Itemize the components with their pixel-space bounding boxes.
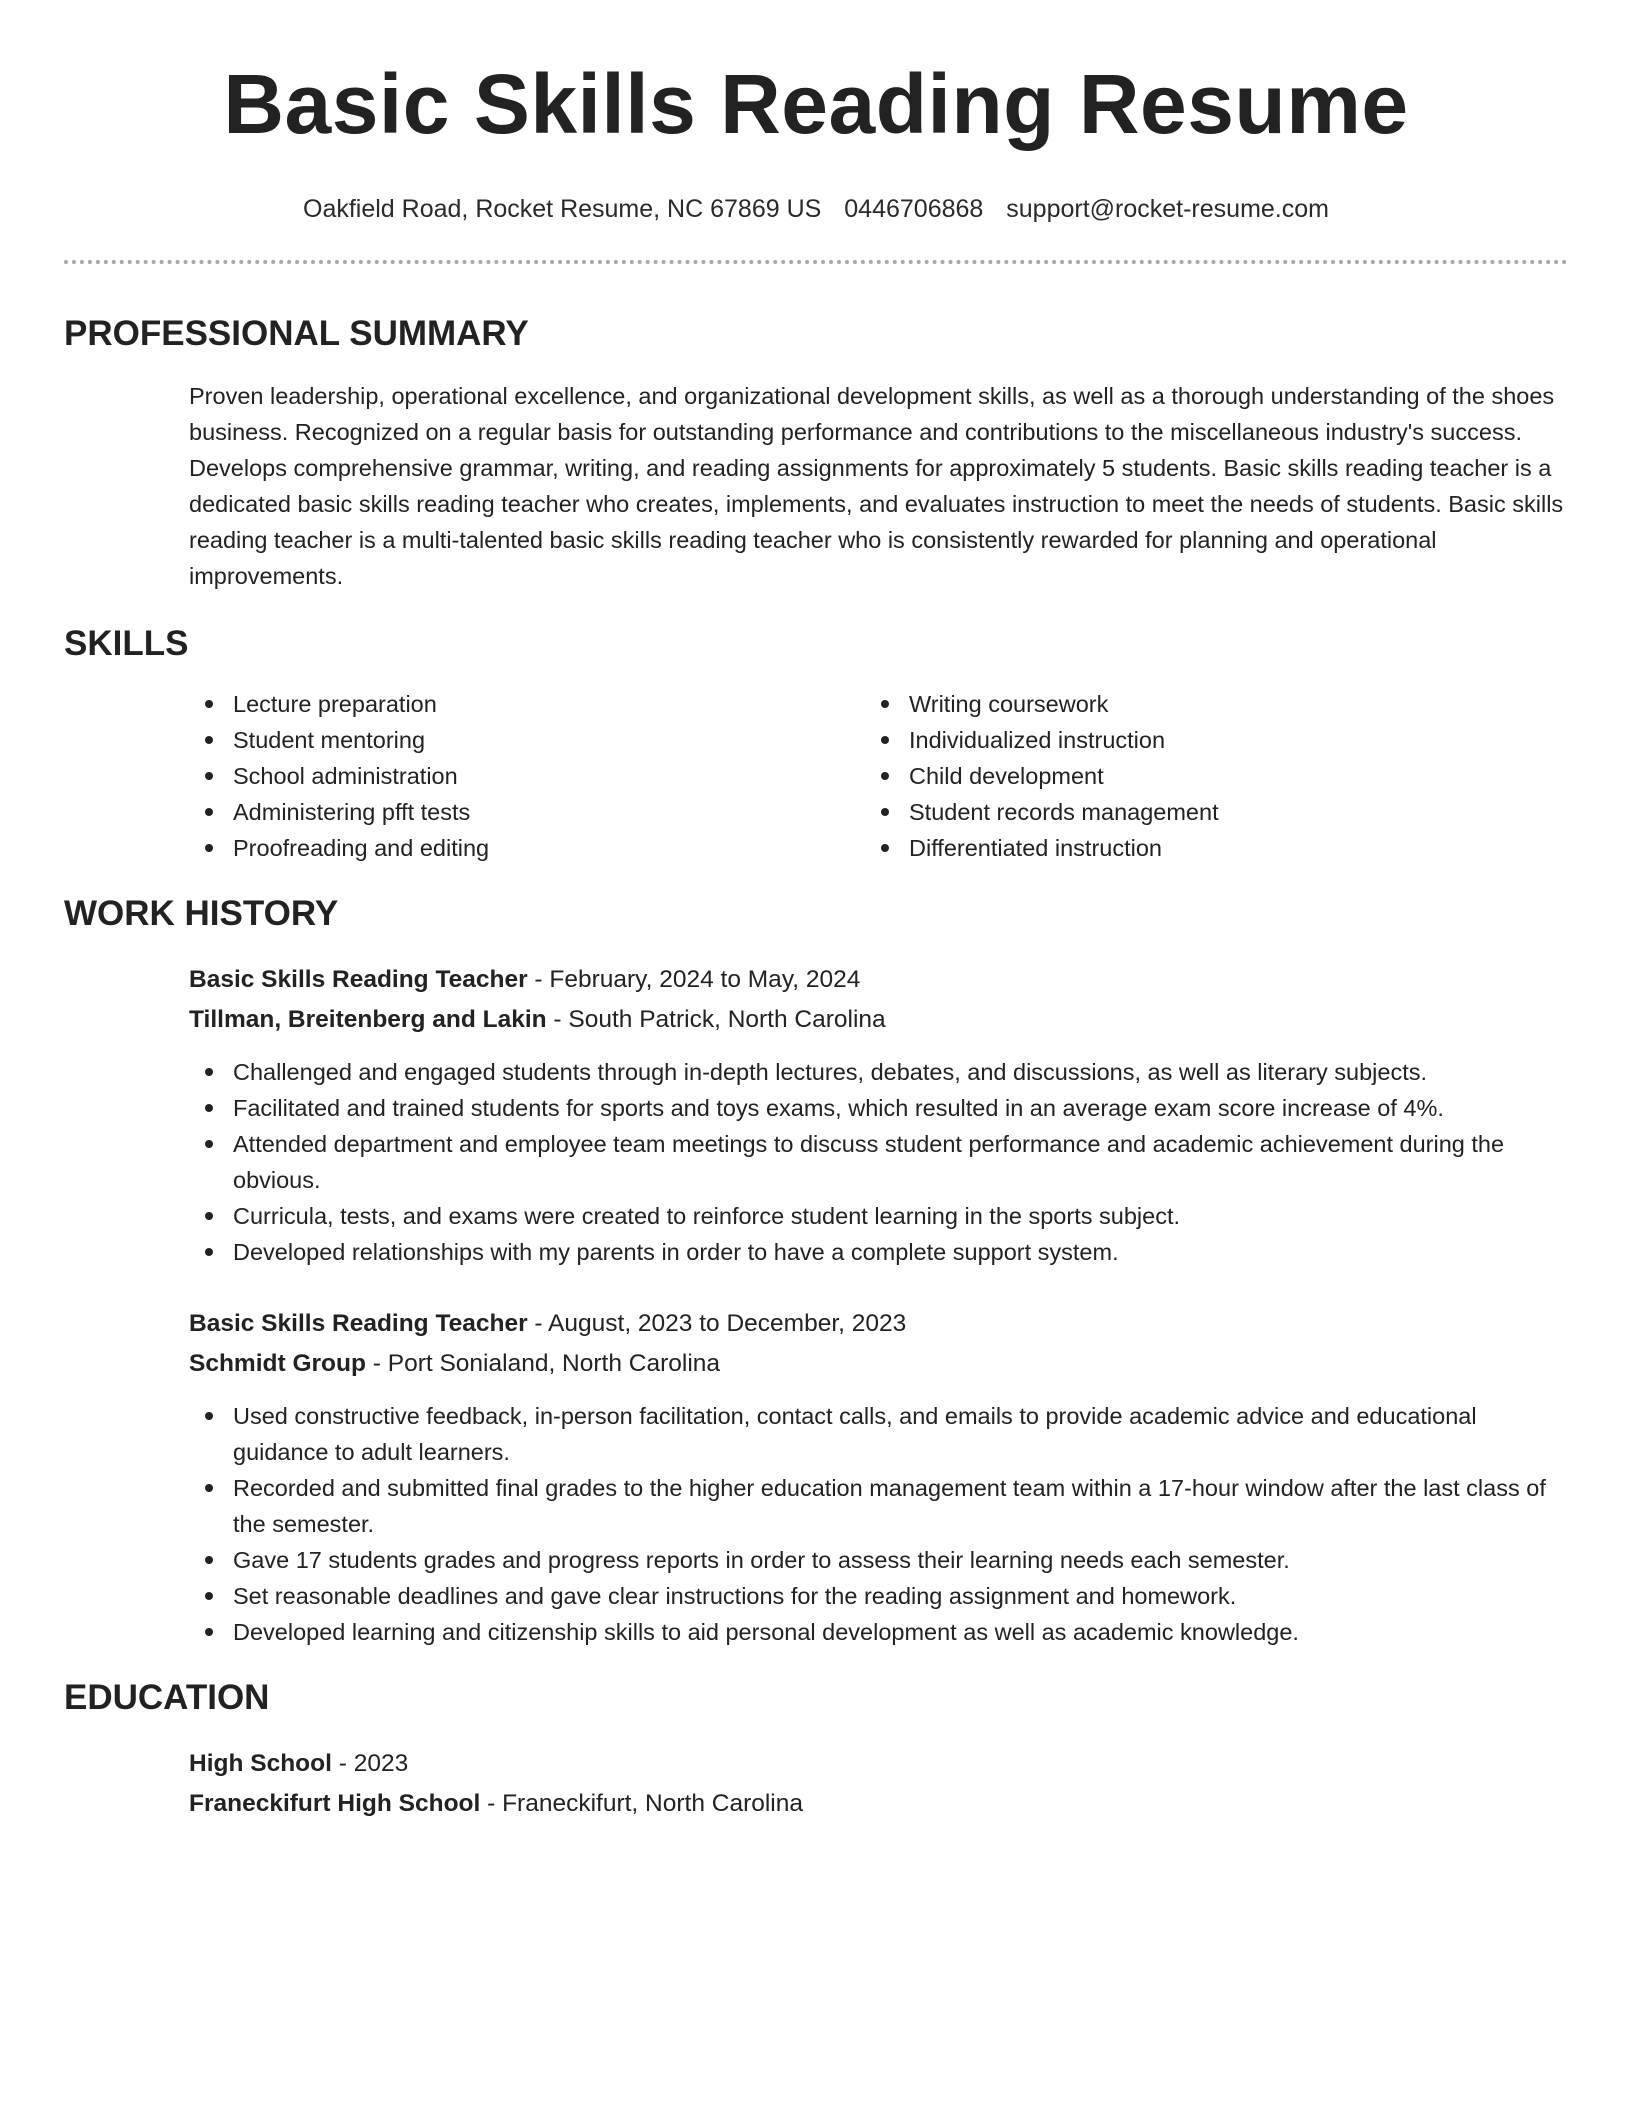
education-degree: High School [189,1750,332,1777]
contact-email: support@rocket-resume.com [1006,195,1329,223]
education-degree-line [189,1744,1568,1784]
summary-text: Proven leadership, operational excellence, and organizational development skills, as well as a thorough understanding of the shoes business. Recognized on a regular basis for outstanding performance and contributions to the miscellaneous industry's success. Develops comprehensive grammar, writing, and reading assignments for approximately 5 students. Basic skills reading teacher is a dedicated basic skills reading teacher who creates, implements, and evaluates instruction to meet the needs of students. Basic skills reading teacher is a multi-talented basic skills reading teacher who is consistently rewarded for planning and operational improvements. [189,383,1564,589]
skill-item [865,686,1568,722]
contact-address: Oakfield Road, Rocket Resume, NC 67869 US [303,195,822,223]
skills-list-left [189,686,865,866]
job-duty-text: Curricula, tests, and exams were created to reinforce student learning in the sports subject. [233,1203,1180,1229]
job-duty-text: Used constructive feedback, in-person facilitation, contact calls, and emails to provide academic advice and educational guidance to adult learners. [233,1403,1477,1465]
bullet-dot [205,1104,213,1112]
bullet-dot [881,772,889,780]
skill-item [865,722,1568,758]
skill-item [189,686,865,722]
work-history-heading: WORK HISTORY [64,894,339,933]
skill-item [189,794,865,830]
bullet-dot [205,1412,213,1420]
job-duty-text: Set reasonable deadlines and gave clear instructions for the reading assignment and homework. [233,1583,1237,1609]
job-company: Tillman, Breitenberg and Lakin [189,1006,547,1033]
skill-label: Administering pfft tests [233,799,471,825]
skill-label: Individualized instruction [909,727,1166,753]
bullet-dot [205,808,213,816]
contact-phone: 0446706868 [844,195,984,223]
job-duty-text: Challenged and engaged students through in-depth lectures, debates, and discussions, as well as literary subjects. [233,1059,1428,1085]
education-heading: EDUCATION [64,1678,270,1717]
job-duty-text: Recorded and submitted final grades to the higher education management team within a 17-hour window after the last class of the semester. [233,1475,1546,1537]
bullet-dot [881,808,889,816]
education-school: Franeckifurt High School [189,1790,481,1817]
skill-item [189,758,865,794]
education-entry [64,1744,1568,1824]
job-duty [189,1090,1568,1126]
bullet-dot [205,1140,213,1148]
bullet-dot [205,1556,213,1564]
bullet-dot [881,736,889,744]
job-entry [64,960,1568,1270]
skills-list-right [865,686,1568,866]
job-location: - South Patrick, North Carolina [546,1006,886,1033]
job-company-line [189,1344,1568,1384]
contact-line [64,192,1568,226]
skill-item [189,722,865,758]
job-duties-list [189,1398,1568,1650]
skill-label: Student mentoring [233,727,426,753]
summary-heading: PROFESSIONAL SUMMARY [64,314,529,353]
job-role-line [189,960,1568,1000]
job-duties-list [189,1054,1568,1270]
skills-grid [64,686,1568,866]
skill-item [865,830,1568,866]
bullet-dot [205,1068,213,1076]
job-duty-text: Developed learning and citizenship skills to aid personal development as well as academic knowledge. [233,1619,1299,1645]
job-duty [189,1398,1568,1470]
job-location: - Port Sonialand, North Carolina [365,1350,721,1377]
job-entry [64,1304,1568,1650]
education-school-line [189,1784,1568,1824]
skill-label: Child development [909,763,1104,789]
bullet-dot [205,772,213,780]
job-duty-text: Developed relationships with my parents in order to have a complete support system. [233,1239,1119,1265]
job-role-line [189,1304,1568,1344]
bullet-dot [205,1212,213,1220]
job-role: Basic Skills Reading Teacher [189,966,528,993]
header-divider [64,260,1568,264]
skill-label: Student records management [909,799,1219,825]
job-duty [189,1470,1568,1542]
job-duty-text: Facilitated and trained students for sports and toys exams, which resulted in an average exam score increase of 4%. [233,1095,1444,1121]
job-role: Basic Skills Reading Teacher [189,1310,528,1337]
skills-heading: SKILLS [64,624,189,663]
job-duty [189,1234,1568,1270]
job-duty [189,1126,1568,1198]
skill-item [865,758,1568,794]
bullet-dot [881,700,889,708]
job-duty [189,1614,1568,1650]
bullet-dot [205,1484,213,1492]
resume-title: Basic Skills Reading Resume [223,57,1409,151]
job-duty [189,1198,1568,1234]
job-dates: - February, 2024 to May, 2024 [527,966,861,993]
bullet-dot [205,1592,213,1600]
skill-item [865,794,1568,830]
job-duty-text: Gave 17 students grades and progress reports in order to assess their learning needs each semester. [233,1547,1290,1573]
job-duty-text: Attended department and employee team meetings to discuss student performance and academic achievement during the obvious. [233,1131,1505,1193]
job-duty [189,1542,1568,1578]
bullet-dot [205,700,213,708]
skill-label: Differentiated instruction [909,835,1162,861]
skill-label: Proofreading and editing [233,835,490,861]
skill-label: Writing coursework [909,691,1109,717]
bullet-dot [205,736,213,744]
job-duty [189,1578,1568,1614]
job-company-line [189,1000,1568,1040]
skill-item [189,830,865,866]
bullet-dot [205,1628,213,1636]
bullet-dot [205,844,213,852]
bullet-dot [205,1248,213,1256]
skill-label: Lecture preparation [233,691,437,717]
skill-label: School administration [233,763,458,789]
bullet-dot [881,844,889,852]
job-company: Schmidt Group [189,1350,366,1377]
education-location: - Franeckifurt, North Carolina [480,1790,803,1817]
education-year: - 2023 [331,1750,409,1777]
job-dates: - August, 2023 to December, 2023 [527,1310,907,1337]
job-duty [189,1054,1568,1090]
